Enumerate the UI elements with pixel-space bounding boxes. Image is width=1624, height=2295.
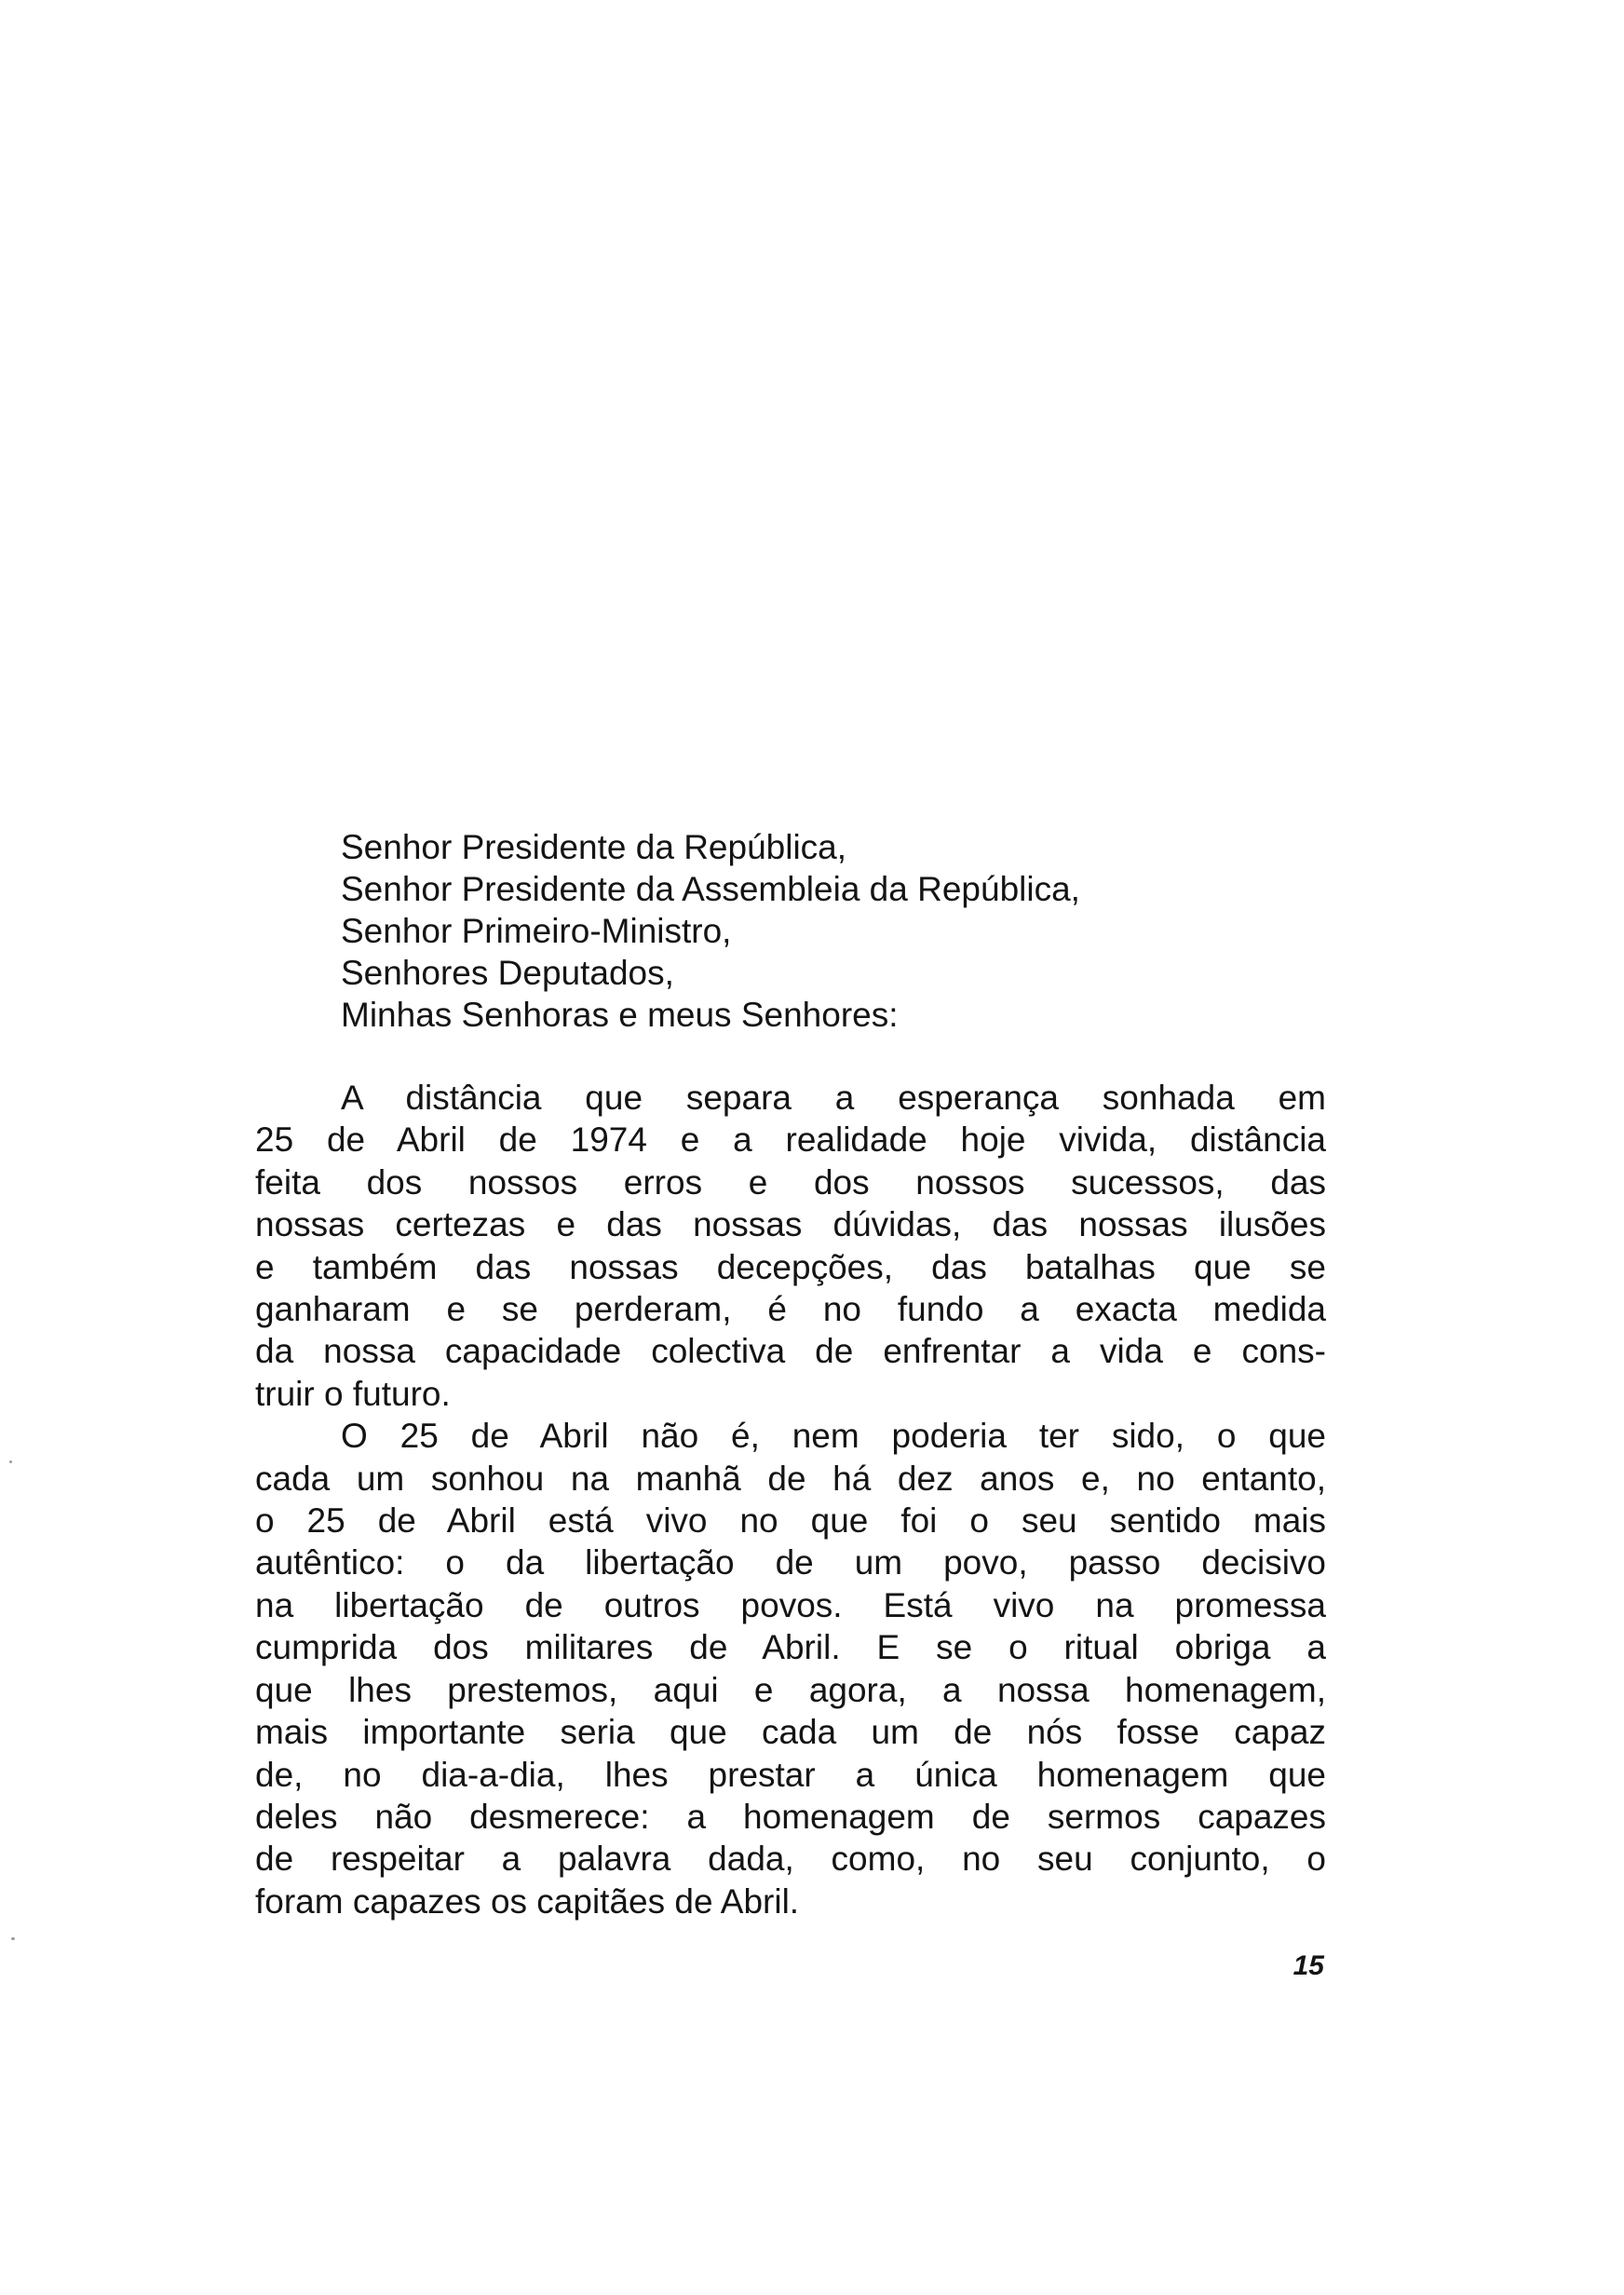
text-line: feita dos nossos erros e dos nossos sucessos, das	[255, 1162, 1326, 1202]
paragraph-1	[255, 1077, 1326, 1415]
greeting-block	[341, 826, 1328, 1036]
text-line: O 25 de Abril não é, nem poderia ter sido, o que	[341, 1417, 1326, 1456]
greeting-line: Senhores Deputados,	[341, 954, 674, 992]
text-line: mais importante seria que cada um de nós fosse capaz	[255, 1713, 1326, 1752]
text-line: que lhes prestemos, aqui e agora, a nossa homenagem,	[255, 1670, 1326, 1709]
text-line: deles não desmerece: a homenagem de sermos capazes	[255, 1797, 1326, 1836]
greeting-line: Senhor Presidente da República,	[341, 828, 847, 866]
greeting-line: Senhor Presidente da Assembleia da República,	[341, 870, 1080, 908]
greeting-line: Senhor Primeiro-Ministro,	[341, 912, 732, 950]
paragraph-2	[255, 1415, 1326, 1922]
text-line: e também das nossas decepções, das batalhas que se	[255, 1247, 1326, 1286]
text-line: nossas certezas e das nossas dúvidas, das nossas ilusões	[255, 1205, 1326, 1244]
scan-speck	[11, 1937, 15, 1940]
text-line: 25 de Abril de 1974 e a realidade hoje vivida, distância	[255, 1120, 1326, 1160]
text-line: o 25 de Abril está vivo no que foi o seu sentido mais	[255, 1501, 1326, 1541]
text-line: foram capazes os capitães de Abril.	[255, 1881, 800, 1921]
greeting-line: Minhas Senhoras e meus Senhores:	[341, 996, 899, 1034]
text-line: autêntico: o da libertação de um povo, passo decisivo	[255, 1543, 1326, 1582]
text-line: ganharam e se perderam, é no fundo a exacta medida	[255, 1290, 1326, 1329]
text-line: truir o futuro.	[255, 1374, 451, 1413]
text-line: na libertação de outros povos. Está vivo na promessa	[255, 1585, 1326, 1624]
page-number: 15	[1292, 1950, 1324, 1981]
text-line: cada um sonhou na manhã de há dez anos e, no entanto,	[255, 1459, 1326, 1498]
text-line: A distância que separa a esperança sonhada em	[341, 1079, 1326, 1117]
text-line: de, no dia-a-dia, lhes prestar a única homenagem que	[255, 1755, 1326, 1794]
text-line: de respeitar a palavra dada, como, no seu conjunto, o	[255, 1840, 1326, 1879]
text-line: cumprida dos militares de Abril. E se o ritual obriga a	[255, 1628, 1326, 1667]
scan-speck	[9, 1460, 12, 1463]
body-text	[255, 1077, 1326, 1922]
text-line: da nossa capacidade colectiva de enfrentar a vida e cons-	[255, 1332, 1326, 1371]
